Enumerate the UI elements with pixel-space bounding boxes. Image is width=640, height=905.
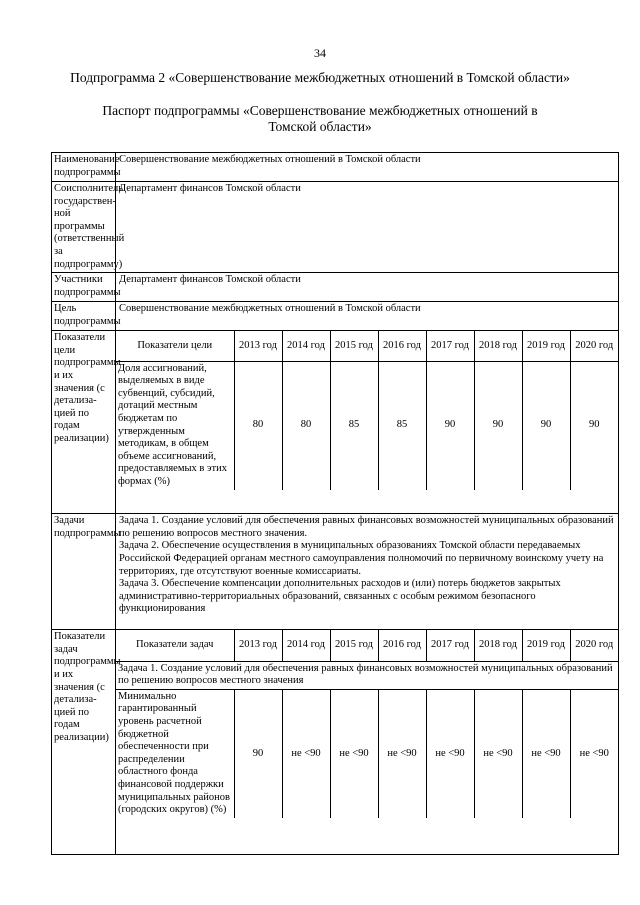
goal-indicators-table [116, 331, 618, 489]
value-cell: 80 [234, 361, 282, 489]
year-cell: 2016 год [378, 630, 426, 661]
year-cell: 2013 год [234, 630, 282, 661]
value-cell: не <90 [282, 689, 330, 817]
goal-indicator-description: Доля ассигнований, выделяемых в виде субвенций, субсидий, дотаций местным бюджетам по утвержденным методикам, в общем объеме ассигнований, предоставляемых в этих формах (%) [116, 361, 234, 489]
task-indicators-label: Показатели задач подпрограммы и их значения (с детализа-цией по годам реализации) [52, 630, 116, 855]
value-cell: не <90 [426, 689, 474, 817]
year-cell: 2020 год [570, 630, 618, 661]
year-cell: 2017 год [426, 630, 474, 661]
value-cell: 90 [570, 361, 618, 489]
coexecutor-value: Департамент финансов Томской области [116, 182, 619, 273]
passport-table [51, 152, 619, 855]
task-item: Задача 1. Создание условий для обеспечения равных финансовых возможностей муниципальных образований по решению вопросов местного значения. [119, 515, 614, 539]
row-participants [52, 273, 619, 302]
year-cell: 2019 год [522, 630, 570, 661]
year-cell: 2019 год [522, 331, 570, 361]
subprogram-heading: Подпрограмма 2 «Совершенствование межбюджетных отношений в Томской области» [70, 70, 570, 85]
coexecutor-label: Соисполнитель государствен-ной программы (ответственный за подпрограмму) [52, 182, 116, 273]
value-cell: не <90 [330, 689, 378, 817]
task1-title-row [116, 661, 618, 689]
row-task-indicators [52, 630, 619, 855]
year-cell: 2013 год [234, 331, 282, 361]
task-indicators-header-row [116, 630, 618, 661]
value-cell: 90 [234, 689, 282, 817]
value-cell: 90 [426, 361, 474, 489]
tasks-value [116, 514, 619, 630]
task-indicators-cell [116, 630, 619, 855]
goal-indicators-header: Показатели цели [116, 331, 234, 361]
value-cell: не <90 [474, 689, 522, 817]
year-cell: 2018 год [474, 630, 522, 661]
value-cell: 90 [522, 361, 570, 489]
goal-indicators-label: Показатели цели подпрограммы и их значения (с детализа-цией по годам реализации) [52, 331, 116, 514]
row-tasks [52, 514, 619, 630]
year-cell: 2015 год [330, 331, 378, 361]
year-cell: 2017 год [426, 331, 474, 361]
name-label: Наименование подпрограммы [52, 153, 116, 182]
row-coexecutor [52, 182, 619, 273]
task-indicator-row [116, 689, 618, 817]
value-cell: не <90 [522, 689, 570, 817]
year-cell: 2015 год [330, 630, 378, 661]
goal-indicators-header-row [116, 331, 618, 361]
participants-value: Департамент финансов Томской области [116, 273, 619, 302]
value-cell: 80 [282, 361, 330, 489]
value-cell: не <90 [378, 689, 426, 817]
row-name [52, 153, 619, 182]
participants-label: Участники подпрограммы [52, 273, 116, 302]
task-indicators-table [116, 630, 618, 818]
name-value: Совершенствование межбюджетных отношений в Томской области [116, 153, 619, 182]
task-item: Задача 3. Обеспечение компенсации дополнительных расходов и (или) потерь бюджетов закрытых административно-территориальных образований, связанных с особым режимом безопасного функционирования [119, 578, 561, 615]
year-cell: 2014 год [282, 630, 330, 661]
task1-title: Задача 1. Создание условий для обеспечения равных финансовых возможностей муниципальных образований по решению вопросов местного значения [116, 661, 618, 689]
page-number: 34 [314, 46, 326, 60]
value-cell: 90 [474, 361, 522, 489]
tasks-label: Задачи подпрограммы [52, 514, 116, 630]
goal-indicator-row [116, 361, 618, 489]
task-indicators-header: Показатели задач [116, 630, 234, 661]
task-indicator-description: Минимально гарантированный уровень расчетной бюджетной обеспеченности при распределении областного фонда финансовой поддержки муниципальных районов (городских округов) (%) [116, 689, 234, 817]
year-cell: 2014 год [282, 331, 330, 361]
year-cell: 2020 год [570, 331, 618, 361]
row-goal [52, 302, 619, 331]
value-cell: не <90 [570, 689, 618, 817]
goal-label: Цель подпрограммы [52, 302, 116, 331]
task-item: Задача 2. Обеспечение осуществления в муниципальных образованиях Томской области передаваемых Российской Федерацией органам местного самоуправления полномочий по первичному воинскому учету на территориях, где отсутствуют военные комиссариаты. [119, 540, 604, 577]
passport-title: Паспорт подпрограммы «Совершенствование межбюджетных отношений в Томской области» [102, 103, 538, 134]
row-goal-indicators [52, 331, 619, 514]
value-cell: 85 [330, 361, 378, 489]
value-cell: 85 [378, 361, 426, 489]
goal-indicators-cell [116, 331, 619, 514]
year-cell: 2016 год [378, 331, 426, 361]
year-cell: 2018 год [474, 331, 522, 361]
goal-value: Совершенствование межбюджетных отношений в Томской области [116, 302, 619, 331]
